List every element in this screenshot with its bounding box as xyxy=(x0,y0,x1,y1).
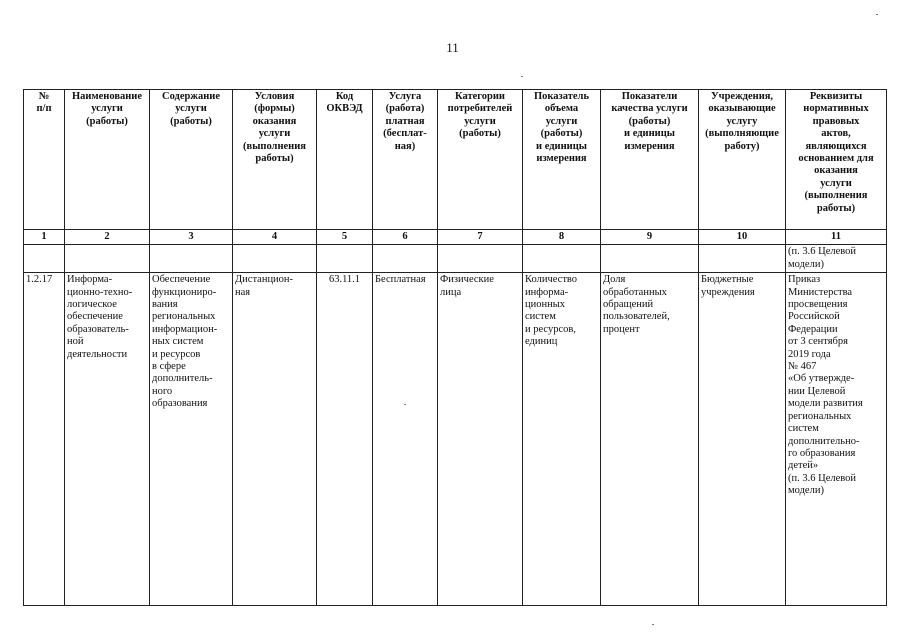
header-cell-content: Содержание услуги (работы) xyxy=(150,90,233,230)
empty-cell xyxy=(150,245,233,273)
paid-status-cell: Бесплатная xyxy=(373,273,438,606)
header-cell-consumers: Категории потребителей услуги (работы) xyxy=(438,90,523,230)
column-number: 4 xyxy=(233,230,317,245)
column-number: 11 xyxy=(786,230,887,245)
column-number: 7 xyxy=(438,230,523,245)
column-number: 8 xyxy=(523,230,601,245)
quality-indicator-cell: Доля обработанных обращений пользователей, процент xyxy=(601,273,699,606)
header-cell-conditions: Условия (формы) оказания услуги (выполнения работы) xyxy=(233,90,317,230)
column-number: 6 xyxy=(373,230,438,245)
row-number-cell: 1.2.17 xyxy=(24,273,65,606)
header-row xyxy=(24,90,887,230)
column-number: 2 xyxy=(65,230,150,245)
page-number: 11 xyxy=(446,40,459,55)
empty-cell xyxy=(24,245,65,273)
empty-cell xyxy=(699,245,786,273)
okved-code-cell: 63.11.1 xyxy=(317,273,373,606)
empty-cell xyxy=(65,245,150,273)
empty-cell xyxy=(438,245,523,273)
header-cell-legal: Реквизиты нормативных правовых актов, являющихся основанием для оказания услуги (выполнения работы) xyxy=(786,90,887,230)
service-content-cell: Обеспечение функциониро- вания региональных информацион- ных систем и ресурсов в сфере дополнитель- ного образования xyxy=(150,273,233,606)
empty-cell xyxy=(317,245,373,273)
column-number-row xyxy=(24,230,887,245)
service-name-cell: Информа- ционно-техно- логическое обеспечение образователь- ной деятельности xyxy=(65,273,150,606)
column-number: 9 xyxy=(601,230,699,245)
header-cell-quality: Показатели качества услуги (работы) и единицы измерения xyxy=(601,90,699,230)
institutions-cell: Бюджетные учреждения xyxy=(699,273,786,606)
scan-speck xyxy=(652,624,654,625)
legal-basis-cell: Приказ Министерства просвещения Российской Федерации от 3 сентября 2019 года № 467 «Об утвержде- нии Целевой модели развития региональных систем дополнительно- го образования детей» (п. 3.6 Целевой модели) xyxy=(786,273,887,606)
volume-indicator-cell: Количество информа- ционных систем и ресурсов, единиц xyxy=(523,273,601,606)
scan-speck xyxy=(521,76,523,77)
continuation-legal-cell: (п. 3.6 Целевой модели) xyxy=(786,245,887,273)
column-number: 5 xyxy=(317,230,373,245)
header-cell-okved: Код ОКВЭД xyxy=(317,90,373,230)
header-cell-num: № п/п xyxy=(24,90,65,230)
header-cell-institutions: Учреждения, оказывающие услугу (выполняющие работу) xyxy=(699,90,786,230)
column-number: 1 xyxy=(24,230,65,245)
empty-cell xyxy=(601,245,699,273)
table-row xyxy=(24,273,887,606)
column-number: 10 xyxy=(699,230,786,245)
services-table xyxy=(23,89,887,606)
empty-cell xyxy=(373,245,438,273)
column-number: 3 xyxy=(150,230,233,245)
empty-cell xyxy=(523,245,601,273)
continuation-row xyxy=(24,245,887,273)
header-cell-volume: Показатель объема услуги (работы) и единицы измерения xyxy=(523,90,601,230)
header-cell-paid: Услуга (работа) платная (бесплат- ная) xyxy=(373,90,438,230)
service-conditions-cell: Дистанцион- ная xyxy=(233,273,317,606)
consumers-cell: Физические лица xyxy=(438,273,523,606)
empty-cell xyxy=(233,245,317,273)
header-cell-name: Наименование услуги (работы) xyxy=(65,90,150,230)
scan-speck xyxy=(876,14,878,15)
